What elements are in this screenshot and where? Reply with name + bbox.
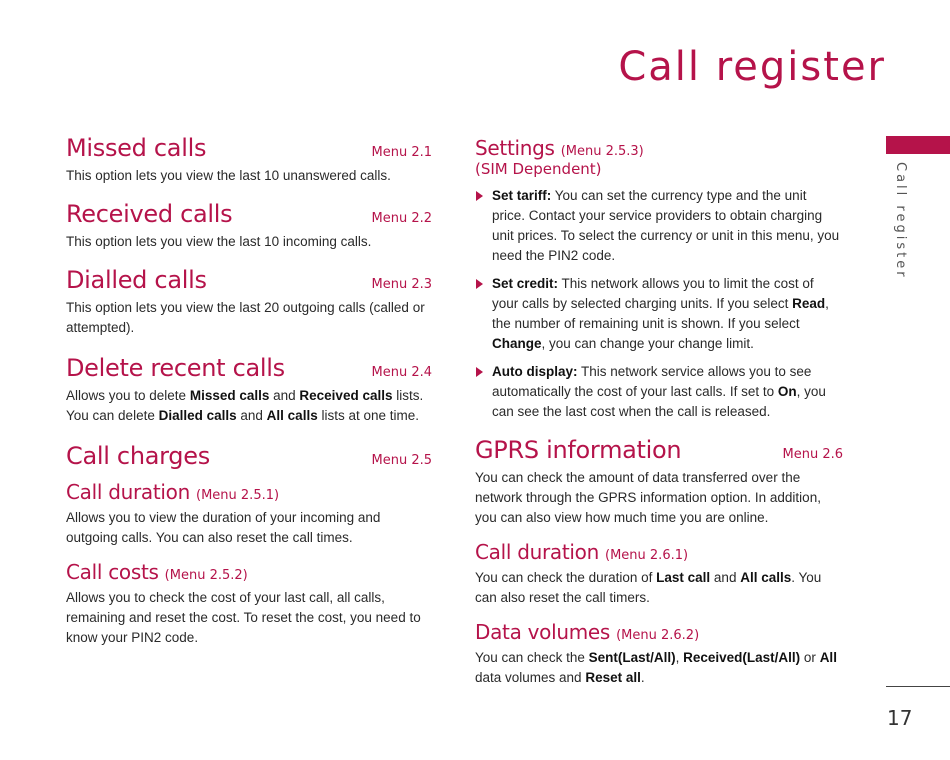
- bullet-arrow-icon: [476, 367, 483, 377]
- bullet-arrow-icon: [476, 279, 483, 289]
- menu-tag: Menu 2.6: [782, 447, 843, 462]
- left-column: [66, 134, 432, 648]
- section-heading: Call charges: [66, 442, 210, 470]
- section-text: This option lets you view the last 10 incoming calls.: [66, 234, 372, 249]
- section-heading: GPRS information: [475, 436, 682, 464]
- bullet-arrow-icon: [476, 191, 483, 201]
- menu-tag: Menu 2.2: [371, 211, 432, 226]
- menu-tag: (Menu 2.5.1): [196, 488, 280, 503]
- section-heading: Missed calls: [66, 134, 207, 162]
- section-heading: Received calls: [66, 200, 233, 228]
- section-received-calls: [66, 200, 432, 252]
- menu-tag: (Menu 2.6.1): [605, 548, 689, 563]
- side-tab-marker: [886, 136, 950, 154]
- section-text: This option lets you view the last 20 outgoing calls (called or attempted).: [66, 300, 425, 335]
- subsection-call-duration: [66, 480, 432, 548]
- section-text: You can check the duration of Last call and All calls. You can also reset the call timers.: [475, 570, 822, 605]
- subsection-heading: Call costs: [66, 560, 159, 584]
- section-call-charges: [66, 442, 432, 470]
- subsection-heading: Call duration: [66, 480, 190, 504]
- subsection-call-costs: [66, 560, 432, 648]
- subsection-settings: [475, 136, 843, 422]
- page-title: Call register: [618, 44, 886, 90]
- section-heading: Dialled calls: [66, 266, 207, 294]
- menu-tag: Menu 2.1: [371, 145, 432, 160]
- section-text: You can check the amount of data transferred over the network through the GPRS information option. In addition, you can also view how much time you are online.: [475, 470, 821, 525]
- menu-tag: (Menu 2.5.3): [560, 144, 644, 159]
- section-text: Allows you to delete Missed calls and Received calls lists. You can delete Dialled calls and All calls lists at one time.: [66, 388, 424, 423]
- section-text: This option lets you view the last 10 unanswered calls.: [66, 168, 391, 183]
- section-text: Allows you to view the duration of your incoming and outgoing calls. You can also reset the call times.: [66, 510, 381, 545]
- bullet-set-credit: Set credit: This network allows you to limit the cost of your calls by selected charging units. If you select Read, the number of remaining unit is shown. If you select Change, you can change your change limit.: [475, 274, 843, 354]
- right-column: [475, 136, 843, 688]
- section-text: Allows you to check the cost of your last call, all calls, remaining and reset the cost. To reset the cost, you need to know your PIN2 code.: [66, 590, 421, 645]
- menu-tag: Menu 2.3: [371, 277, 432, 292]
- subsection-heading: Settings: [475, 136, 555, 160]
- section-heading: Delete recent calls: [66, 354, 285, 382]
- sim-dependent-note: (SIM Dependent): [475, 160, 602, 178]
- subsection-gprs-call-duration: [475, 540, 843, 608]
- bullet-auto-display: Auto display: This network service allows you to see automatically the cost of your last calls. If set to On, you can see the last cost when the call is released.: [475, 362, 843, 422]
- menu-tag: Menu 2.5: [371, 453, 432, 468]
- menu-tag: Menu 2.4: [371, 365, 432, 380]
- subsection-heading: Data volumes: [475, 620, 611, 644]
- side-section-label: Call register: [893, 162, 908, 280]
- subsection-data-volumes: [475, 620, 843, 688]
- menu-tag: (Menu 2.6.2): [616, 628, 700, 643]
- subsection-heading: Call duration: [475, 540, 599, 564]
- section-text: You can check the Sent(Last/All), Received(Last/All) or All data volumes and Reset all.: [475, 650, 837, 685]
- page-number: 17: [887, 706, 913, 730]
- menu-tag: (Menu 2.5.2): [164, 568, 248, 583]
- section-dialled-calls: [66, 266, 432, 338]
- page-number-rule: [886, 686, 950, 687]
- section-delete-recent-calls: [66, 354, 432, 426]
- section-gprs-information: [475, 436, 843, 528]
- section-missed-calls: [66, 134, 432, 186]
- bullet-set-tariff: Set tariff: You can set the currency type and the unit price. Contact your service providers to obtain charging unit prices. To select the currency or unit in this menu, you need the PIN2 code.: [475, 186, 843, 266]
